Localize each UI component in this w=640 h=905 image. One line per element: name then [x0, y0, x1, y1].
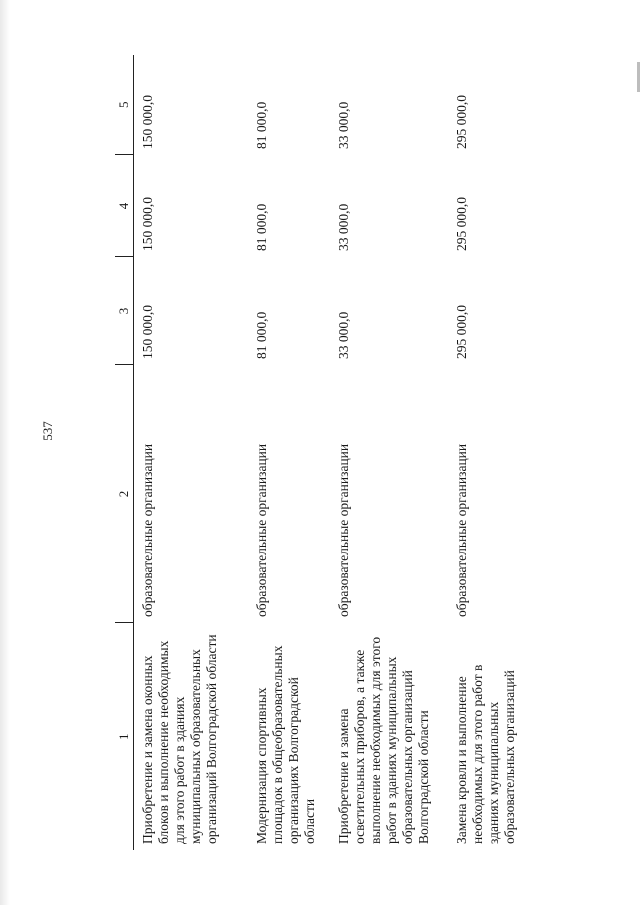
row-value-col-3: 150 000,0	[140, 305, 155, 359]
row-value-col-3: 33 000,0	[336, 311, 351, 359]
row-value-col-4: 295 000,0	[454, 197, 469, 251]
row-name: Приобретение и замена осветительных приборов, а также выполнение необходимых для этого работ в зданиях муниципальных образовательных организаций Волгоградской области	[336, 636, 431, 844]
row-value-col-3: 295 000,0	[454, 305, 469, 359]
page-number: 537	[40, 421, 55, 441]
table-header-row	[115, 55, 134, 850]
table-row	[448, 55, 546, 850]
header-col-1: 1	[115, 623, 134, 850]
row-value-col-5: 81 000,0	[254, 101, 269, 149]
row-value-col-4: 150 000,0	[140, 197, 155, 251]
row-recipient: образовательные организации	[140, 443, 155, 617]
row-name: Замена кровли и выполнение необходимых для этого работ в зданиях муниципальных образовательных организаций	[454, 664, 517, 844]
row-name: Модернизация спортивных площадок в общеобразовательных организациях Волгоградской области	[254, 645, 317, 844]
header-col-5: 5	[115, 55, 134, 155]
row-name: Приобретение и замена оконных блоков и выполнение необходимых для этого работ в зданиях муниципальных образовательных организаций Волгоградской области	[140, 634, 219, 844]
row-recipient: образовательные организации	[254, 443, 269, 617]
row-recipient: образовательные организации	[454, 443, 469, 617]
table-row	[330, 55, 448, 850]
header-col-2: 2	[115, 365, 134, 623]
table-row	[134, 55, 249, 850]
row-value-col-3: 81 000,0	[254, 311, 269, 359]
header-col-4: 4	[115, 155, 134, 257]
header-col-3: 3	[115, 257, 134, 365]
row-value-col-5: 295 000,0	[454, 95, 469, 149]
row-value-col-4: 33 000,0	[336, 203, 351, 251]
row-value-col-5: 150 000,0	[140, 95, 155, 149]
row-value-col-5: 33 000,0	[336, 101, 351, 149]
budget-table	[115, 55, 546, 850]
row-recipient: образовательные организации	[336, 443, 351, 617]
row-value-col-4: 81 000,0	[254, 203, 269, 251]
table-row	[248, 55, 330, 850]
